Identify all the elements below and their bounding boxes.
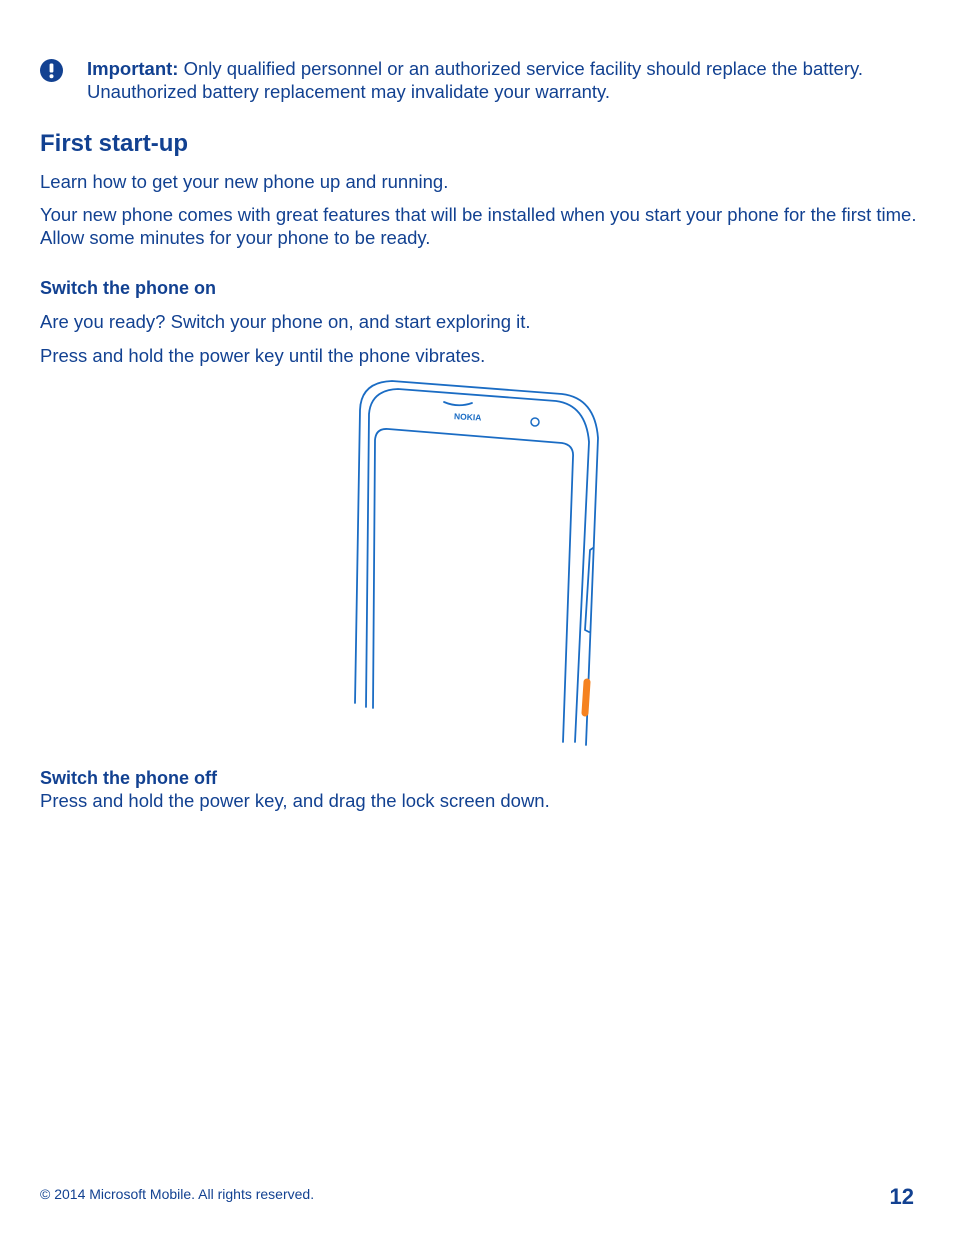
switch-on-text-2: Press and hold the power key until the phone vibrates. bbox=[40, 345, 486, 366]
switch-on-heading: Switch the phone on bbox=[40, 278, 216, 298]
important-notice bbox=[87, 58, 927, 103]
switch-off-text: Press and hold the power key, and drag the lock screen down. bbox=[40, 790, 550, 811]
section-title: First start-up bbox=[40, 130, 189, 157]
switch-off-heading: Switch the phone off bbox=[40, 768, 217, 788]
nokia-logo: NOKIA bbox=[453, 411, 482, 423]
switch-on-text-1: Are you ready? Switch your phone on, and start exploring it. bbox=[40, 311, 531, 332]
important-label: Important: bbox=[87, 58, 179, 79]
important-message: Only qualified personnel or an authorized service facility should replace the battery. Unauthorized battery replacement may invalidate your warranty. bbox=[87, 58, 864, 102]
page-number: 12 bbox=[889, 1184, 914, 1209]
intro-paragraph: Learn how to get your new phone up and running. bbox=[40, 171, 449, 192]
exclamation-circle-icon bbox=[40, 59, 63, 82]
description-paragraph: Your new phone comes with great features that will be installed when you start your phone for the first time. Allow some minutes for your phone to be ready. bbox=[40, 204, 917, 248]
footer-copyright: © 2014 Microsoft Mobile. All rights reserved. bbox=[40, 1186, 315, 1202]
phone-illustration bbox=[340, 376, 620, 751]
